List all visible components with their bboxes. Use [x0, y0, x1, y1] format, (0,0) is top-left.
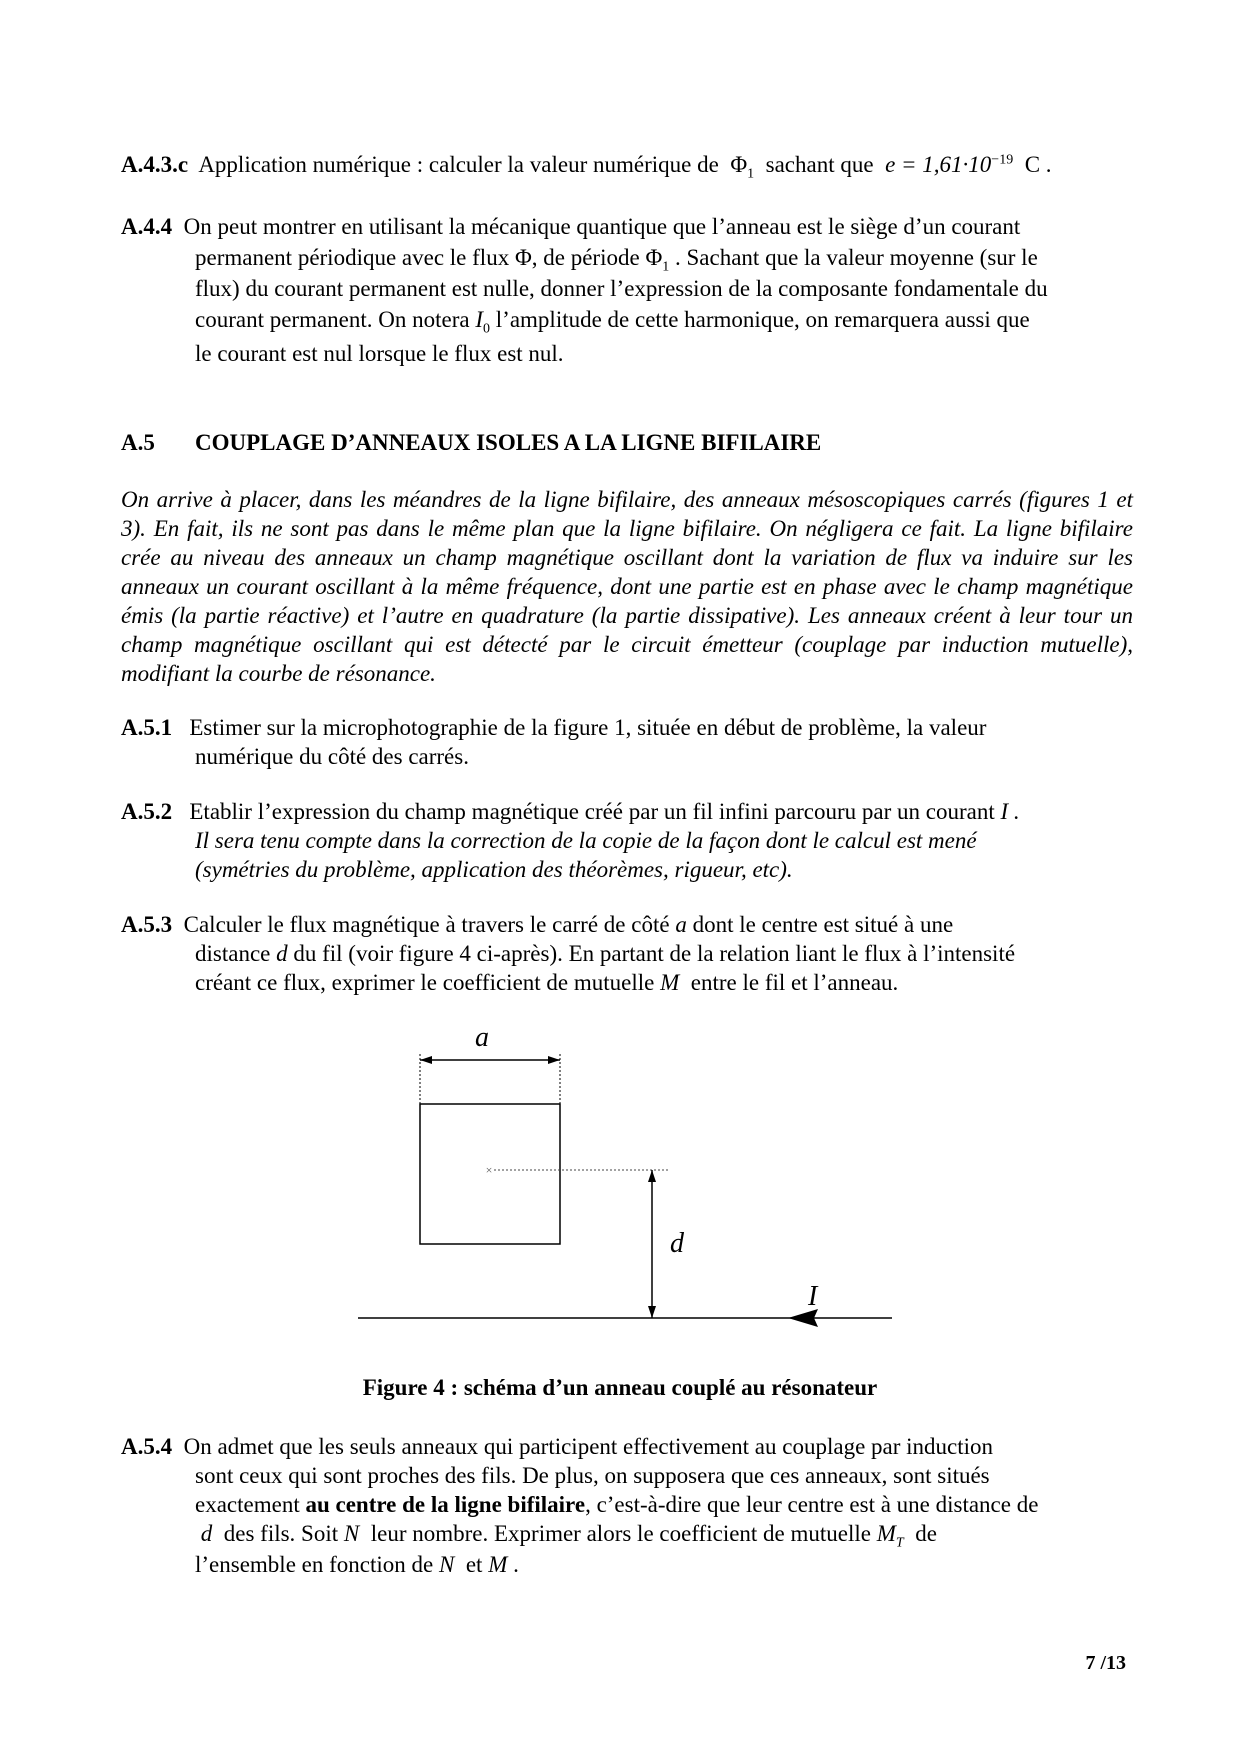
question-a53: A.5.3 Calculer le flux magnétique à travers le carré de côté a dont le centre est situé à une distance d du fil (voir figure 4 ci-après). En partant de la relation liant le flux à l’intensité créant ce flux, exprimer le coefficient de mutuelle M entre le fil et l’anneau. [121, 912, 1016, 995]
question-number: A.5.4 [121, 1434, 173, 1459]
figure-ring-schematic [340, 1020, 900, 1350]
question-a44: A.4.4 On peut montrer en utilisant la mécanique quantique que l’anneau est le siège d’un courant permanent périodique avec le flux Φ, de période $\Phi_1$ . Sachant que la valeur moyenne (sur le flux) du courant permanent est nulle, donner l’expression de la composante fondamentale du courant permanent. On notera $I_0$ l’amplitude de cette harmonique, on remarquera aussi que le courant est nul lorsque le flux est nul. [121, 214, 1048, 366]
question-number: A.5.1 [121, 715, 173, 740]
section-heading [121, 430, 822, 456]
figure-caption: Figure 4 : schéma d’un anneau couplé au résonateur [362, 1375, 878, 1400]
section-intro: On arrive à placer, dans les méandres de la ligne bifilaire, des anneaux mésoscopiques carrés (figures 1 et 3). En fait, ils ne sont pas dans le même plan que la ligne bifilaire. On négligera ce fait. La ligne bifilaire crée au niveau des anneaux un champ magnétique oscillant dont la variation de flux va induire sur les anneaux un courant oscillant à la même fréquence, dont une partie est en phase avec le champ magnétique émis (la partie réactive) et l’autre en quadrature (la partie dissipative). Les anneaux créent à leur tour un champ magnétique oscillant qui est détecté par le circuit émetteur (couplage par induction mutuelle), modifiant la courbe de résonance. [121, 487, 1133, 686]
question-number: A.5.2 [121, 799, 173, 824]
label-a: a [475, 1022, 489, 1053]
arrowhead-bottom [648, 1306, 656, 1318]
section-title: COUPLAGE D’ANNEAUX ISOLES A LA LIGNE BIFILAIRE [195, 430, 822, 455]
question-number: A.5.3 [121, 912, 173, 937]
equation-charge: e = 1,61·10 [885, 152, 992, 177]
question-a52: A.5.2 Etablir l’expression du champ magnétique créé par un fil infini parcouru par un courant I . Il sera tenu compte dans la correction de la copie de la façon dont le calcul est mené (symétries du problème, application des théorèmes, rigueur, etc). [121, 799, 1020, 882]
page-number: 7 /13 [1085, 1652, 1126, 1674]
question-a43c: A.4.3.c Application numérique : calculer la valeur numérique de $\Phi_1$ sachant que $e = 1,61\cdot 10^{-19}$ C . [121, 152, 1052, 182]
label-d: d [670, 1228, 684, 1259]
arrowhead-right [548, 1056, 560, 1064]
arrowhead-top [648, 1170, 656, 1182]
question-a54: A.5.4 On admet que les seuls anneaux qui participent effectivement au couplage par induction sont ceux qui sont proches des fils. De plus, on supposera que ces anneaux, sont situés exactement au centre de la ligne bifilaire, c’est-à-dire que leur centre est à une distance de d des fils. Soit N leur nombre. Exprimer alors le coefficient de mutuelle $M_T$ de l’ensemble en fonction de N et M . [121, 1434, 1039, 1577]
arrowhead-left [420, 1056, 432, 1064]
label-current: I [808, 1281, 818, 1312]
question-number: A.4.3.c [121, 152, 189, 177]
section-number: A.5 [121, 430, 155, 455]
question-a51: A.5.1 Estimer sur la microphotographie de la figure 1, située en début de problème, la valeur numérique du côté des carrés. [121, 715, 987, 769]
question-number: A.4.4 [121, 214, 173, 239]
center-mark: × [485, 1163, 493, 1177]
